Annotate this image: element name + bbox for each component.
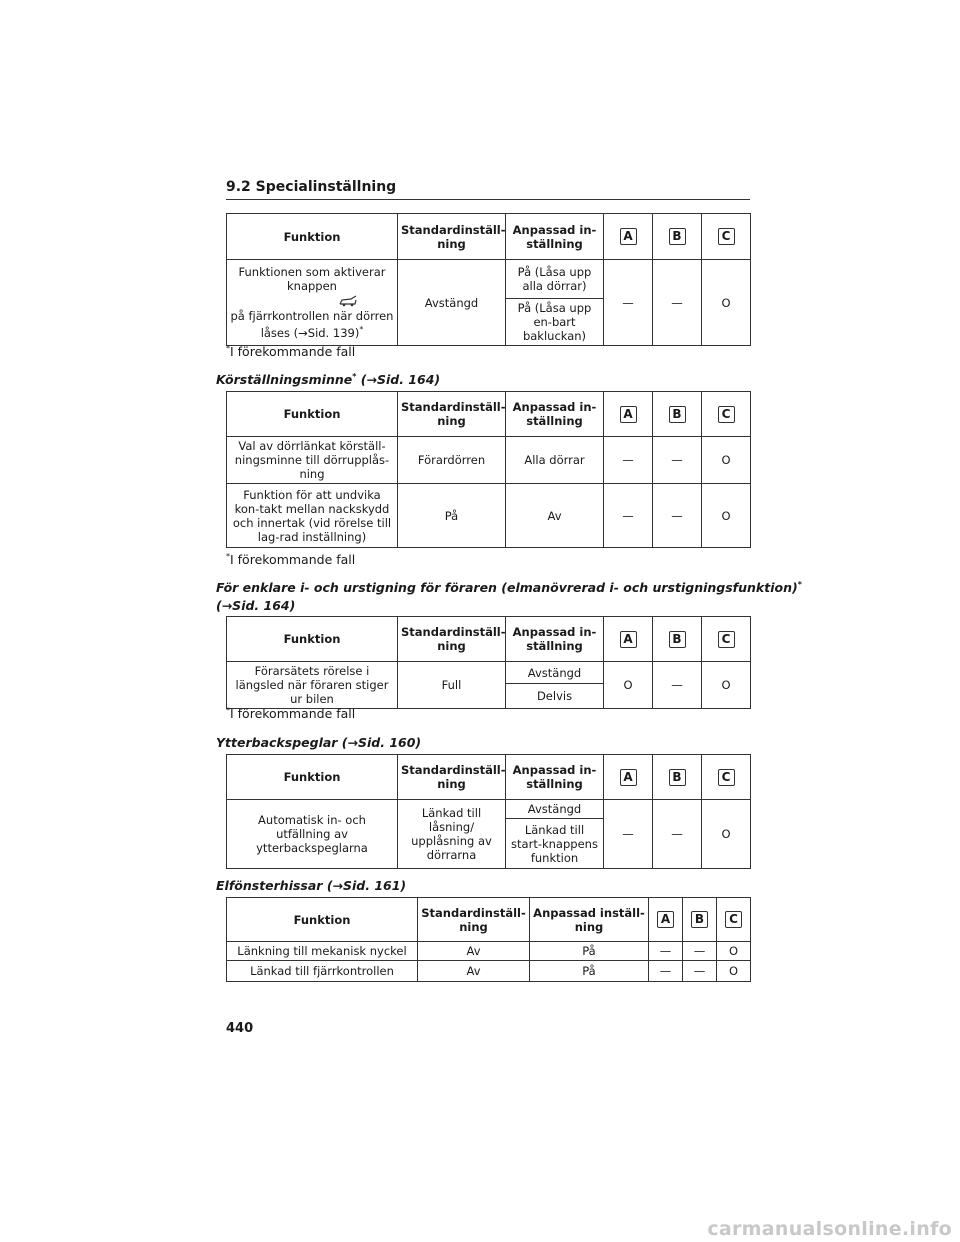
section-divider bbox=[226, 199, 750, 200]
key-c-icon: C bbox=[718, 631, 735, 648]
key-c-icon: C bbox=[718, 406, 735, 423]
function-cell bbox=[227, 260, 398, 346]
col-a-cell: O bbox=[604, 662, 653, 709]
standard-cell: Avstängd bbox=[398, 260, 506, 346]
header-funktion: Funktion bbox=[227, 617, 398, 662]
key-b-icon: B bbox=[691, 911, 708, 928]
col-c-cell: O bbox=[717, 961, 751, 982]
table-windows bbox=[226, 897, 751, 982]
key-b-icon: B bbox=[669, 769, 686, 786]
col-b-cell: — bbox=[653, 260, 702, 346]
option-cell: På (Låsa upp en-bart bakluckan) bbox=[506, 299, 604, 346]
function-text-line1: Funktionen som aktiverar knappen bbox=[238, 265, 386, 294]
header-funktion: Funktion bbox=[227, 898, 418, 942]
key-b-icon: B bbox=[669, 228, 686, 245]
header-funktion: Funktion bbox=[227, 755, 398, 800]
key-a-icon: A bbox=[620, 406, 637, 423]
header-funktion: Funktion bbox=[227, 214, 398, 260]
trunk-open-icon bbox=[338, 295, 358, 307]
key-a-icon: A bbox=[620, 631, 637, 648]
col-c-cell: O bbox=[702, 484, 751, 548]
col-c-cell: O bbox=[702, 437, 751, 484]
heading-easy-access-ref: (→Sid. 164) bbox=[216, 598, 296, 613]
option-cell: Delvis bbox=[506, 684, 604, 709]
standard-cell: På bbox=[398, 484, 506, 548]
option-cell: Avstängd bbox=[506, 662, 604, 684]
table-trunk-settings bbox=[226, 213, 751, 346]
key-c-icon: C bbox=[718, 769, 735, 786]
header-standard: Standardinställ-ning bbox=[418, 898, 530, 942]
col-a-cell: — bbox=[604, 260, 653, 346]
heading-easy-access: För enklare i- och urstigning för föraren (elmanövrerad i- och urstigningsfunktion)* bbox=[216, 580, 802, 596]
col-c-cell: O bbox=[702, 260, 751, 346]
table-mirrors bbox=[226, 754, 751, 869]
option-cell: Avstängd bbox=[506, 800, 604, 819]
col-b-cell: — bbox=[653, 662, 702, 709]
header-anpassad: Anpassad in-ställning bbox=[506, 214, 604, 260]
table-seat-memory bbox=[226, 391, 751, 548]
col-b-cell: — bbox=[653, 437, 702, 484]
header-standard: Standardinställ-ning bbox=[398, 755, 506, 800]
function-cell: Val av dörrlänkat körställ-ningsminne till dörrupplås-ning bbox=[227, 437, 398, 484]
col-a-cell: — bbox=[604, 800, 653, 869]
heading-korstallningsminne: Körställningsminne* (→Sid. 164) bbox=[216, 372, 441, 388]
standard-cell: Full bbox=[398, 662, 506, 709]
key-b-icon: B bbox=[669, 406, 686, 423]
option-cell: Av bbox=[506, 484, 604, 548]
watermark: carmanualsonline.info bbox=[707, 1218, 952, 1240]
col-b-cell: — bbox=[653, 800, 702, 869]
footnote: *I förekommande fall bbox=[226, 552, 356, 568]
footnote: *I förekommande fall bbox=[226, 344, 356, 360]
function-cell: Automatisk in- och utfällning av ytterbackspeglarna bbox=[227, 800, 398, 869]
heading-windows: Elfönsterhissar (→Sid. 161) bbox=[216, 878, 407, 893]
standard-cell: Länkad till låsning/ upplåsning av dörrarna bbox=[398, 800, 506, 869]
header-anpassad: Anpassad in-ställning bbox=[506, 392, 604, 437]
key-a-icon: A bbox=[620, 228, 637, 245]
key-c-icon: C bbox=[725, 911, 742, 928]
col-c-cell: O bbox=[717, 942, 751, 961]
standard-cell: Av bbox=[418, 961, 530, 982]
col-c-cell: O bbox=[702, 662, 751, 709]
footnote: *I förekommande fall bbox=[226, 706, 356, 722]
option-cell: På bbox=[530, 942, 649, 961]
section-title: 9.2 Specialinställning bbox=[226, 179, 397, 195]
option-cell: På (Låsa upp alla dörrar) bbox=[506, 260, 604, 299]
standard-cell: Av bbox=[418, 942, 530, 961]
heading-mirrors: Ytterbackspeglar (→Sid. 160) bbox=[216, 735, 422, 750]
function-cell: Länkning till mekanisk nyckel bbox=[227, 942, 418, 961]
function-cell: Funktion för att undvika kon-takt mellan nackskydd och innertak (vid rörelse till lag-rad inställning) bbox=[227, 484, 398, 548]
function-cell: Förarsätets rörelse i längsled när föraren stiger ur bilen bbox=[227, 662, 398, 709]
col-b-cell: — bbox=[653, 484, 702, 548]
col-a-cell: — bbox=[604, 437, 653, 484]
header-anpassad: Anpassad inställ-ning bbox=[530, 898, 649, 942]
col-a-cell: — bbox=[604, 484, 653, 548]
header-standard: Standardinställ-ning bbox=[398, 617, 506, 662]
option-cell: Länkad till start-knappens funktion bbox=[506, 819, 604, 869]
function-cell: Länkad till fjärrkontrollen bbox=[227, 961, 418, 982]
header-standard: Standardinställ-ning bbox=[398, 214, 506, 260]
col-b-cell: — bbox=[683, 961, 717, 982]
option-cell: På bbox=[530, 961, 649, 982]
standard-cell: Förardörren bbox=[398, 437, 506, 484]
key-a-icon: A bbox=[657, 911, 674, 928]
col-c-cell: O bbox=[702, 800, 751, 869]
table-easy-access bbox=[226, 616, 751, 709]
function-text-line2: på fjärrkontrollen när dörren låses (→Sid. 139)* bbox=[230, 309, 394, 340]
col-a-cell: — bbox=[649, 942, 683, 961]
key-b-icon: B bbox=[669, 631, 686, 648]
col-b-cell: — bbox=[683, 942, 717, 961]
key-a-icon: A bbox=[620, 769, 637, 786]
header-anpassad: Anpassad in-ställning bbox=[506, 755, 604, 800]
header-funktion: Funktion bbox=[227, 392, 398, 437]
header-anpassad: Anpassad in-ställning bbox=[506, 617, 604, 662]
header-standard: Standardinställ-ning bbox=[398, 392, 506, 437]
page-number: 440 bbox=[226, 1021, 254, 1036]
key-c-icon: C bbox=[718, 228, 735, 245]
option-cell: Alla dörrar bbox=[506, 437, 604, 484]
col-a-cell: — bbox=[649, 961, 683, 982]
